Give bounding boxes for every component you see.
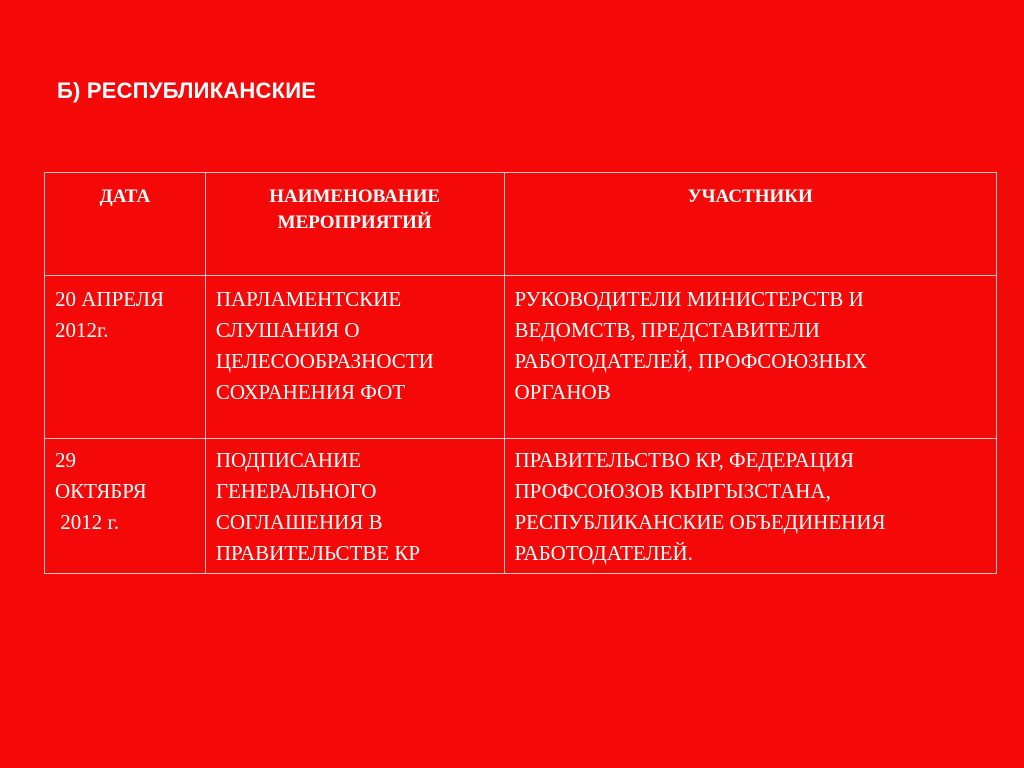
cell-participants — [504, 439, 997, 574]
cell-date — [45, 276, 206, 439]
cell-date — [45, 439, 206, 574]
cell-line: ОКТЯБРЯ — [55, 479, 147, 503]
cell-line: РАБОТОДАТЕЛЕЙ. — [514, 541, 693, 565]
cell-line: РЕСПУБЛИКАНСКИЕ ОБЪЕДИНЕНИЯ — [514, 510, 886, 534]
header-event-name-line: НАИМЕНОВАНИЕ — [269, 186, 441, 207]
cell-event — [205, 276, 504, 439]
slide-title: Б) РЕСПУБЛИКАНСКИЕ — [57, 78, 317, 103]
cell-line: РУКОВОДИТЕЛИ МИНИСТЕРСТВ И — [514, 287, 864, 311]
cell-line: ГЕНЕРАЛЬНОГО — [215, 479, 377, 503]
header-event-name — [205, 173, 504, 276]
cell-line: ПРОФСОЮЗОВ КЫРГЫЗСТАНА, — [514, 479, 831, 503]
cell-line: СОГЛАШЕНИЯ В — [215, 510, 383, 534]
cell-line: СОХРАНЕНИЯ ФОТ — [215, 380, 406, 404]
cell-line: ВЕДОМСТВ, ПРЕДСТАВИТЕЛИ — [514, 318, 820, 342]
cell-participants — [504, 276, 997, 439]
cell-line: РАБОТОДАТЕЛЕЙ, ПРОФСОЮЗНЫХ — [514, 349, 868, 373]
header-event-name-line: МЕРОПРИЯТИЙ — [277, 212, 432, 233]
cell-line: 20 АПРЕЛЯ — [55, 287, 165, 311]
table-header-row — [45, 173, 997, 276]
table-row — [45, 276, 997, 439]
cell-event — [205, 439, 504, 574]
cell-line: 2012г. — [55, 318, 109, 342]
cell-line: ПРАВИТЕЛЬСТВЕ КР — [215, 541, 421, 565]
cell-line: ПАРЛАМЕНТСКИЕ — [215, 287, 402, 311]
cell-line: СЛУШАНИЯ О — [215, 318, 360, 342]
header-date: ДАТА — [45, 173, 206, 276]
cell-line: ПРАВИТЕЛЬСТВО КР, ФЕДЕРАЦИЯ — [514, 448, 855, 472]
cell-line: 29 — [55, 448, 76, 472]
table-row — [45, 439, 997, 574]
cell-line: 2012 г. — [55, 510, 119, 534]
cell-line: ПОДПИСАНИЕ — [215, 448, 362, 472]
events-table — [44, 172, 997, 574]
cell-line: ЦЕЛЕСООБРАЗНОСТИ — [215, 349, 434, 373]
cell-line: ОРГАНОВ — [514, 380, 611, 404]
header-participants: УЧАСТНИКИ — [504, 173, 997, 276]
